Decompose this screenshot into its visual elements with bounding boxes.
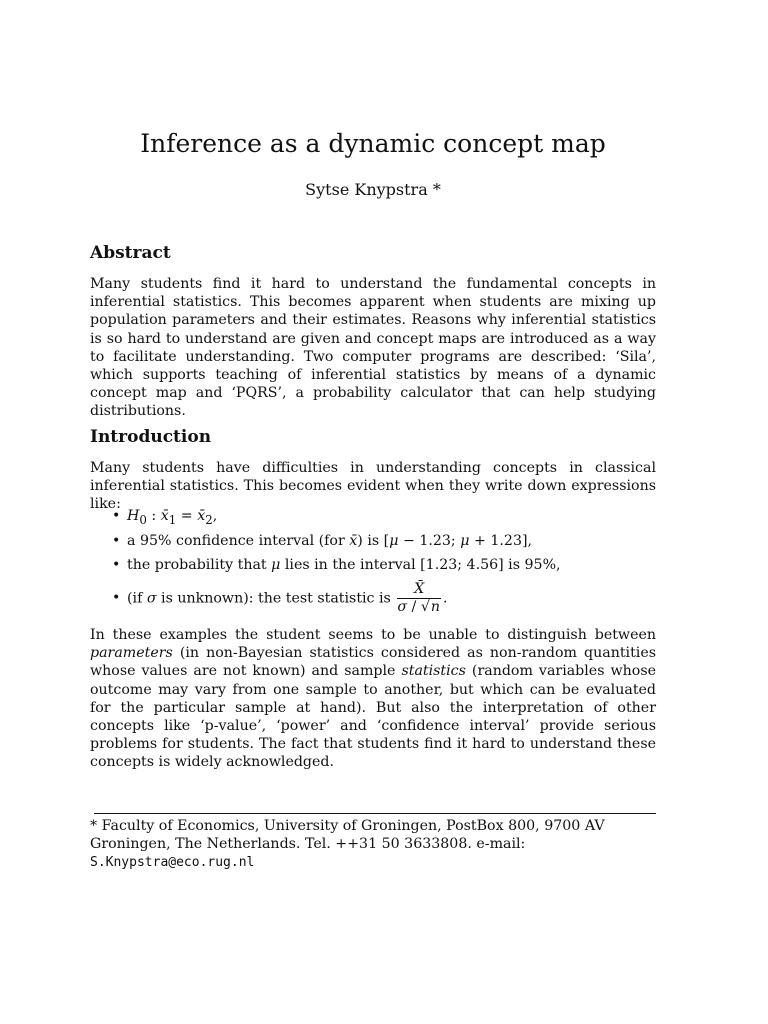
math-subscript: 0	[139, 512, 147, 527]
math-symbol: μ	[271, 557, 281, 573]
list-text: ) is [	[357, 532, 390, 549]
math-symbol: H	[127, 508, 140, 524]
footnote-text: * Faculty of Economics, University of Groningen, PostBox 800, 9700 AV Groningen, The Netherlands. Tel. ++31 50 3633808. e-mail:	[90, 818, 605, 853]
list-text: a 95% confidence interval (for	[127, 532, 350, 549]
math-subscript: 2	[205, 512, 213, 527]
list-text: lies in the interval [1.23; 4.56] is 95%,	[280, 557, 561, 573]
paragraph-text: (random variables whose outcome may vary from one sample to another, but which can be evaluated for the particular sample at hand). But also the interpretation of other concepts like ‘p-value’, ‘power’ and ‘confidence interval’ provide serious problems for students. The fact that students find it hard to understand these concepts is widely acknowledged.	[90, 663, 657, 771]
math-text: .	[443, 590, 448, 606]
math-symbol: μ	[389, 532, 399, 549]
fraction-numerator: X̄	[414, 580, 425, 597]
math-subscript: 1	[168, 512, 177, 527]
paragraph-text: (in non-Bayesian statistics considered as non-random quantities whose values are not known) and sample	[90, 645, 656, 680]
body-paragraph	[90, 626, 656, 772]
math-symbol: σ	[397, 598, 408, 615]
bullet-marker: •	[112, 532, 121, 549]
footnote	[90, 817, 656, 873]
list-text: the probability that	[127, 557, 272, 573]
paragraph-text: In these examples the student seems to be unable to distinguish between	[90, 627, 656, 643]
expression-list	[90, 507, 656, 615]
sqrt-sign: √	[420, 598, 430, 615]
list-item	[90, 581, 656, 615]
abstract-heading: Abstract	[90, 243, 171, 263]
list-item	[90, 556, 656, 581]
math-text: =	[176, 508, 198, 524]
bullet-marker: •	[112, 589, 121, 606]
email-address: S.Knypstra@eco.rug.nl	[90, 855, 255, 871]
introduction-heading: Introduction	[90, 427, 212, 447]
abstract-text: Many students find it hard to understand the fundamental concepts in inferential statistics. This becomes apparent when students are mixing up population parameters and their estimates. Reasons why inferential statistics is so hard to understand are given and concept maps are introduced as a way to facilitate understanding. Two computer programs are described: ‘Sila’, which supports teaching of inferential statistics by means of a dynamic concept map and ‘PQRS’, a probability calculator that can help studying distributions.	[90, 276, 656, 420]
math-symbol: σ	[146, 590, 157, 606]
footnote-rule	[94, 813, 656, 814]
emphasized-term: parameters	[90, 645, 173, 662]
math-symbol: x̄	[349, 532, 358, 549]
paper-title: Inference as a dynamic concept map	[140, 129, 606, 158]
math-symbol: x̄	[160, 508, 169, 524]
math-text: ,	[212, 508, 218, 524]
list-text: − 1.23;	[398, 532, 461, 549]
math-symbol: x̄	[197, 508, 206, 524]
bullet-marker: •	[112, 508, 121, 524]
math-text: :	[146, 508, 161, 524]
list-text: (if	[127, 590, 147, 606]
list-item	[90, 532, 656, 557]
introduction-text: Many students have difficulties in understanding concepts in classical inferential statistics. This becomes evident when they write down expressions like:	[90, 460, 656, 513]
math-symbol: μ	[460, 532, 470, 549]
math-text: /	[407, 598, 421, 615]
bullet-marker: •	[112, 557, 121, 573]
list-item	[90, 507, 656, 532]
test-statistic-fraction	[397, 581, 441, 616]
list-text: is unknown): the test statistic is	[156, 590, 396, 606]
author-line: Sytse Knypstra *	[305, 180, 441, 199]
emphasized-term: statistics	[401, 663, 466, 680]
math-symbol: n	[430, 598, 441, 615]
list-text: + 1.23],	[469, 532, 533, 549]
